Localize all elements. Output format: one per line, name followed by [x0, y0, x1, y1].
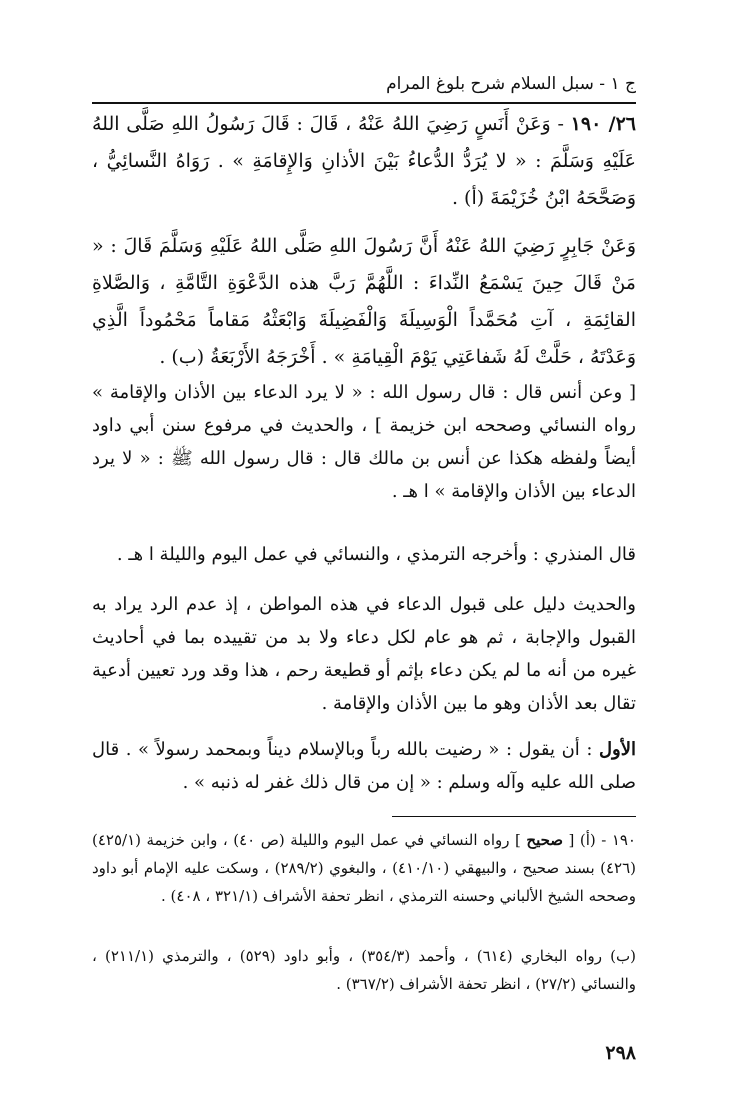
footnote-a-prefix: ١٩٠ - (أ) [ [568, 831, 636, 849]
commentary-text-1: [ وعن أنس قال : قال رسول الله : « لا يرد الدعاء بين الأذان والإقامة » رواه النسائي وصححه ابن خزيمة ] ، والحديث في مرفوع سنن أبي داود أيضاً ولفظه هكذا عن أنس بن مالك قال : قال رسول الله ﷺ : « لا يرد الدعاء بين الأذان والإقامة » ا هـ . [92, 382, 636, 502]
footnote-rule [392, 816, 636, 817]
hadith-number: ٢٦/ ١٩٠ [570, 113, 636, 135]
footnote-b-text: (ب) رواه البخاري (٦١٤) ، وأحمد (٣٥٤/٣) ، وأبو داود (٥٢٩) ، والترمذي (٢١١/١) ، والنسائي (٢٧/٢) ، انظر تحفة الأشراف (٣٦٧/٢) . [92, 947, 636, 993]
hadith-190-text: - وَعَنْ أَنَسٍ رَضِيَ اللهُ عَنْهُ ، قَالَ : قَالَ رَسُولُ اللهِ صَلَّى اللهُ عَلَيْهِ وَسَلَّمَ : « لا يُرَدُّ الدُّعاءُ بَيْنَ الأذانِ وَالإِقامَةِ » . رَوَاهُ النَّسائِيُّ ، وَصَحَّحَهُ ابْنُ خُزَيْمَةَ (أ) . [92, 113, 636, 209]
commentary-paragraph-3 [92, 588, 636, 720]
commentary-text-3: والحديث دليل على قبول الدعاء في هذه المواطن ، إذ عدم الرد يراد به القبول والإجابة ، ثم هو عام لكل دعاء ولا بد من تقييده بما في أحاديث غيره من أنه ما لم يكن دعاء بإثم أو قطيعة رحم ، هذا وقد ورد تعيين أدعية تقال بعد الأذان وهو ما بين الأذان والإقامة . [92, 594, 636, 714]
commentary-text-4: : أن يقول : « رضيت بالله رباً وبالإسلام ديناً وبمحمد رسولاً » . قال صلى الله عليه وآله وسلم : « إن من قال ذلك غفر له ذنبه » . [92, 739, 636, 793]
running-header [92, 70, 636, 100]
hadith-190 [92, 106, 636, 217]
page-number: ٢٩٨ [605, 1042, 636, 1064]
footnote-a-text: ] رواه النسائي في عمل اليوم والليلة (ص ٤٠) ، وابن خزيمة (٤٢٥/١) (٤٢٦) بسند صحيح ، والبيهقي (٤١٠/١٠) ، والبغوي (٢٨٩/٢) ، وسكت عليه الإمام أبو داود وصححه الشيخ الألباني وحسنه الترمذي ، انظر تحفة الأشراف (٣٢١/١ ، ٤٠٨) . [92, 831, 636, 905]
footnote-a-grade: صحيح [526, 831, 564, 849]
header-rule [92, 102, 636, 104]
hadith-jabir-text: وَعَنْ جَابِرٍ رَضِيَ اللهُ عَنْهُ أَنَّ رَسُولَ اللهِ صَلَّى اللهُ عَلَيْهِ وَسَلَّمَ قَالَ : « مَنْ قَالَ حِينَ يَسْمَعُ النِّداءَ : اللَّهُمَّ رَبَّ هذه الدَّعْوَةِ التَّامَّةِ ، وَالصَّلاةِ القائِمَةِ ، آتِ مُحَمَّداً الْوَسِيلَةَ وَالْفَضِيلَةَ وَابْعَثْهُ مَقاماً مَحْمُوداً الَّذِي وَعَدْتَهُ ، حَلَّتْ لَهُ شَفاعَتِي يَوْمَ الْقِيامَةِ » . أَخْرَجَهُ الأَرْبَعَةُ (ب) . [92, 235, 636, 368]
commentary-text-2: قال المنذري : وأخرجه الترمذي ، والنسائي في عمل اليوم والليلة ا هـ . [116, 544, 636, 565]
footnote-a [92, 826, 636, 910]
footnote-b [92, 942, 636, 998]
commentary-paragraph-2 [92, 538, 636, 571]
commentary-paragraph-4 [92, 733, 636, 799]
running-title: ج ١ - سبل السلام شرح بلوغ المرام [386, 74, 636, 94]
hadith-jabir [92, 228, 636, 376]
commentary-paragraph-1 [92, 376, 636, 508]
first-label: الأول [598, 739, 636, 760]
